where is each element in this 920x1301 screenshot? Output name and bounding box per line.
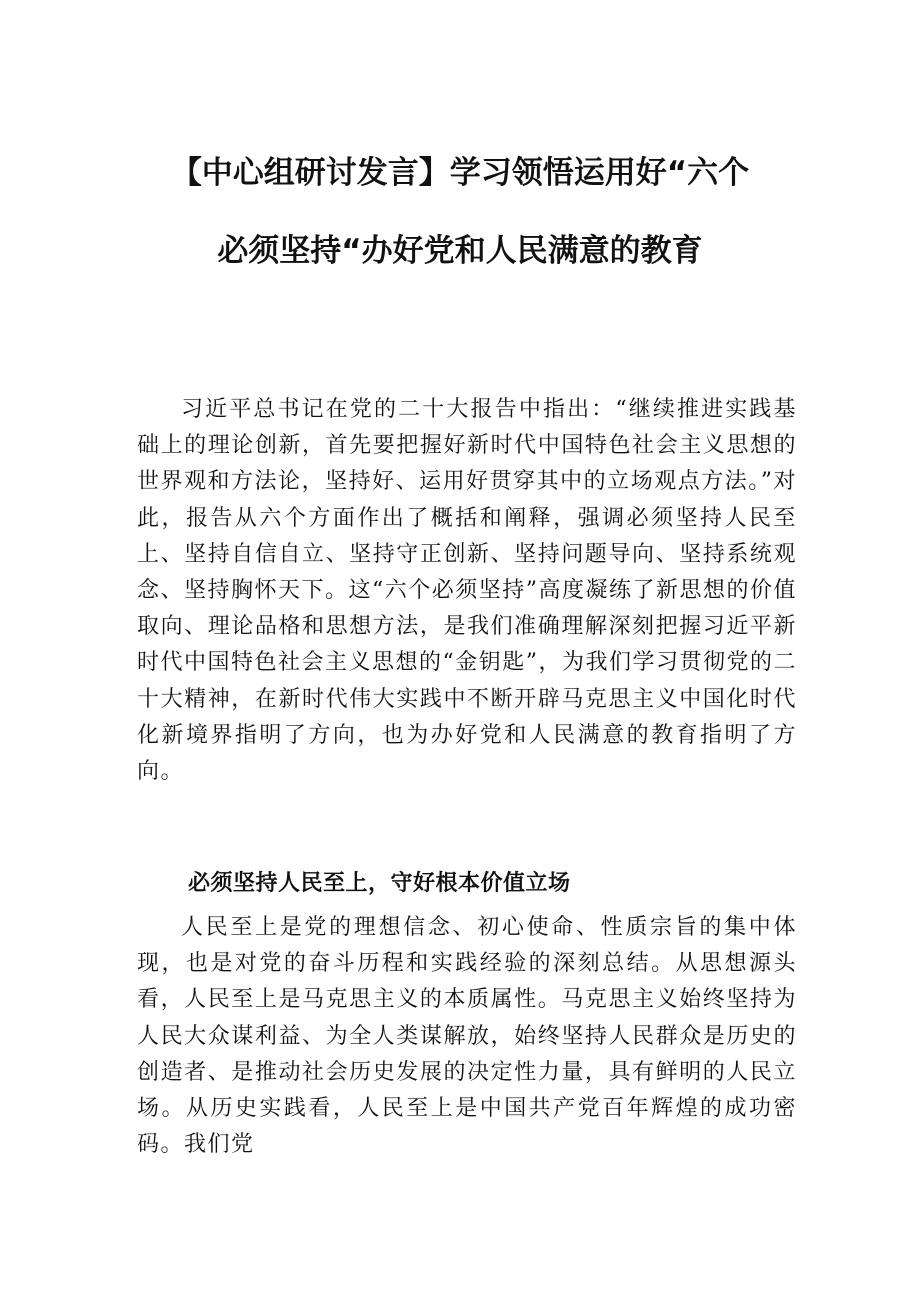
paragraph-people-first: 人民至上是党的理想信念、初心使命、性质宗旨的集中体现，也是对党的奋斗历程和实践经验的深刻总结。从思想源头看，人民至上是马克思主义的本质属性。马克思主义始终坚持为人民大众谋利益、为全人类谋解放，始终坚持人民群众是历史的创造者、是推动社会历史发展的决定性力量，具有鲜明的人民立场。从历史实践看，人民至上是中国共产党百年辉煌的成功密码。我们党 (137, 915, 797, 1158)
paragraph-intro: 习近平总书记在党的二十大报告中指出：“继续推进实践基础上的理论创新，首先要把握好新时代中国特色社会主义思想的世界观和方法论，坚持好、运用好贯穿其中的立场观点方法。”对此，报告从六个方面作出了概括和阐释，强调必须坚持人民至上、坚持自信自立、坚持守正创新、坚持问题导向、坚持系统观念、坚持胸怀天下。这“六个必须坚持”高度凝练了新思想的价值取向、理论品格和思想方法，是我们准确理解深刻把握习近平新时代中国特色社会主义思想的“金钥匙”，为我们学习贯彻党的二十大精神，在新时代伟大实践中不断开辟马克思主义中国化时代化新境界指明了方向，也为办好党和人民满意的教育指明了方向。 (137, 397, 797, 785)
body-block-2 (137, 910, 797, 1163)
section-heading: 必须坚持人民至上，守好根本价值立场 (188, 871, 571, 896)
document-title-line-1: 【中心组研讨发言】学习领悟运用好“六个 (170, 155, 750, 191)
body-block-1 (137, 392, 797, 790)
document-title-line-2: 必须坚持“办好党和人民满意的教育 (217, 233, 703, 269)
